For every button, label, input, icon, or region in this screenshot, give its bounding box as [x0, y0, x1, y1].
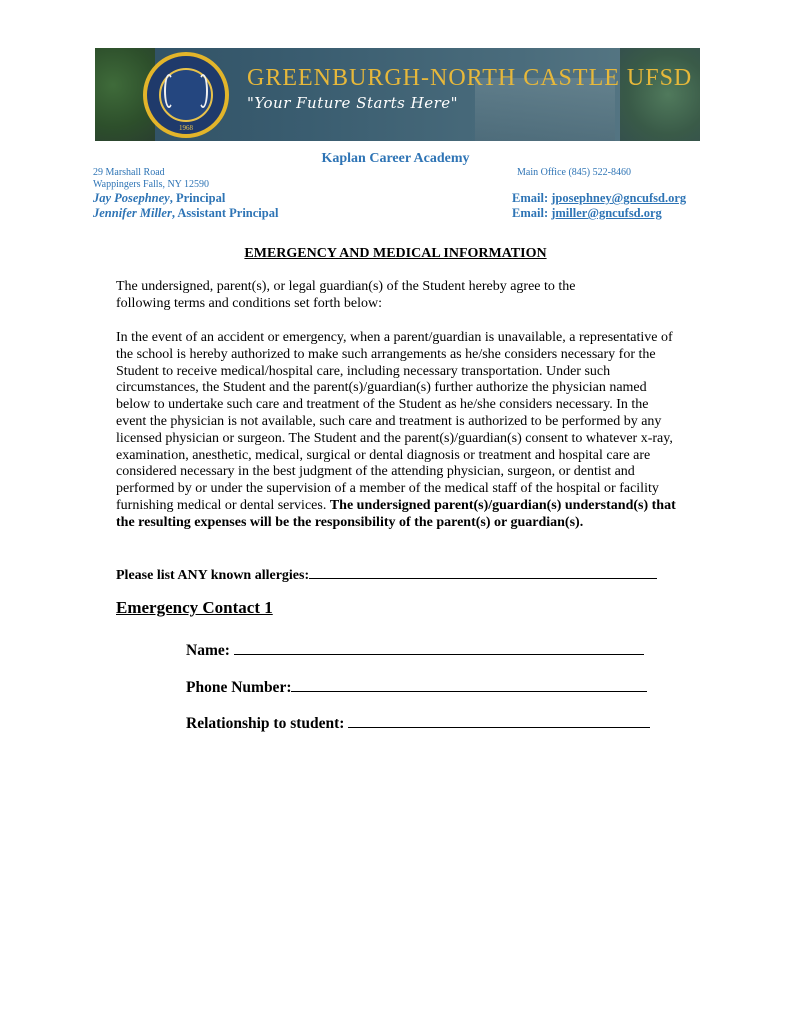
principal-name: Jay Posephney — [93, 191, 170, 205]
emergency-contact-heading: Emergency Contact 1 — [116, 598, 273, 617]
principal-email-line — [512, 191, 686, 206]
assistant-principal-line — [93, 206, 278, 221]
banner-trees-right — [620, 48, 700, 141]
contact-phone-label: Phone Number: — [186, 679, 292, 696]
contact-relationship-field — [186, 712, 650, 733]
district-name: GREENBURGH-NORTH CASTLE UFSD — [247, 65, 693, 91]
contact-phone-field — [186, 676, 647, 697]
email-label: Email: — [512, 206, 552, 220]
form-title: EMERGENCY AND MEDICAL INFORMATION — [244, 246, 547, 261]
address-line-1: 29 Marshall Road — [93, 167, 165, 178]
allergies-input[interactable] — [309, 565, 657, 579]
school-name: Kaplan Career Academy — [321, 151, 470, 166]
allergies-label: Please list ANY known allergies: — [116, 568, 310, 583]
contact-name-label: Name: — [186, 642, 234, 659]
principal-title: , Principal — [169, 191, 226, 205]
contact-relationship-label: Relationship to student: — [186, 715, 349, 732]
principal-line — [93, 191, 225, 206]
email-label: Email: — [512, 191, 552, 205]
assistant-email-line — [512, 206, 662, 221]
assistant-principal-name: Jennifer Miller — [93, 206, 172, 220]
contact-phone-input[interactable] — [291, 676, 647, 692]
intro-paragraph: The undersigned, parent(s), or legal guardian(s) of the Student hereby agree to the following terms and conditions set forth below: — [116, 279, 576, 311]
assistant-principal-title: , Assistant Principal — [171, 206, 279, 220]
seal-year: 1968 — [179, 124, 193, 132]
assistant-email-link[interactable]: jmiller@gncufsd.org — [551, 206, 662, 220]
contact-name-field — [186, 639, 644, 660]
allergies-field — [116, 565, 657, 584]
contact-relationship-input[interactable] — [348, 712, 650, 728]
consent-text: In the event of an accident or emergency, when a parent/guardian is unavailable, a representative of the school is hereby authorized to make such arrangements as he/she considers necessary for the Student to receive medical/hospital care, including necessary transportation. Under such circumstances, the Student and the parent(s)/guardian(s) further authorize the physician named below to undertake such care and treatment of the Student as he/she considers necessary. In the event the physician is not available, such care and treatment is authorized to be performed by any licensed physician or surgeon. The Student and the parent(s)/guardian(s) consent to whatever x-ray, examination, anesthetic, medical, surgical or dental diagnosis or treatment and hospital care are considered necessary in the best judgment of the attending physician, surgeon, or dentist and performed by or under the supervision of a member of the medical staff of the hospital or facility furnishing medical or dental services. — [116, 330, 673, 513]
main-office-phone: Main Office (845) 522-8460 — [517, 167, 631, 178]
consent-expenses-clause: The undersigned parent(s)/guardian(s) understand(s) that the resulting expenses will be the responsibility of the parent(s) or guardian(s). — [116, 497, 676, 530]
district-seal-logo — [143, 52, 229, 138]
principal-email-link[interactable]: jposephney@gncufsd.org — [551, 191, 687, 205]
district-banner — [95, 48, 700, 141]
seal-wreath-left — [164, 74, 174, 108]
district-tagline: "Your Future Starts Here" — [247, 94, 459, 112]
consent-paragraph — [116, 330, 676, 532]
seal-wreath-right — [198, 74, 208, 108]
contact-name-input[interactable] — [234, 639, 644, 655]
address-line-2: Wappingers Falls, NY 12590 — [93, 179, 210, 190]
